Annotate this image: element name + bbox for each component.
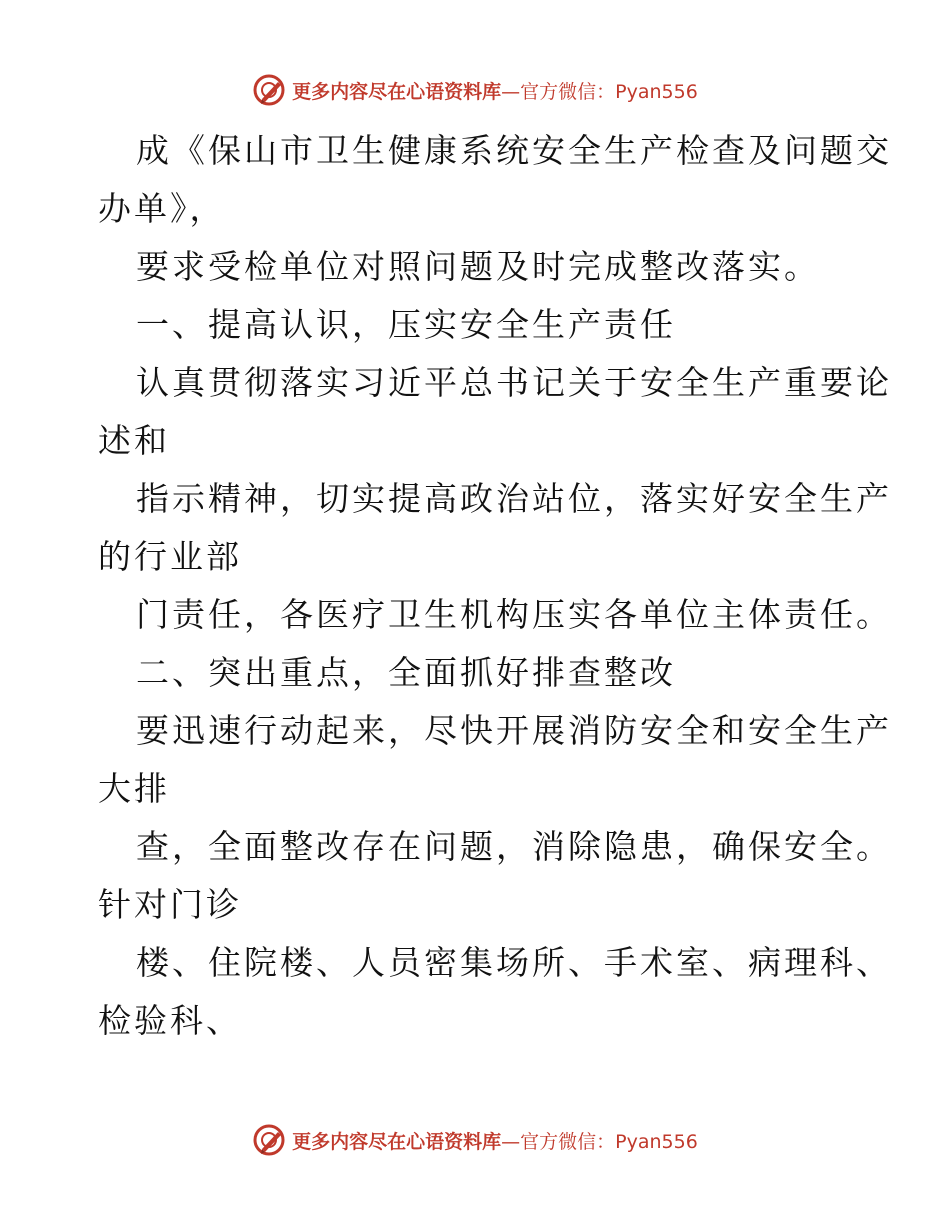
text-line-content: 楼、住院楼、人员密集场所、手术室、病理科、 <box>136 943 892 982</box>
watermark-text <box>292 1127 698 1154</box>
text-line <box>98 934 892 992</box>
logo-icon <box>252 73 286 107</box>
text-line <box>98 470 892 528</box>
text-line-content: 述和 <box>98 421 170 460</box>
logo-icon <box>252 1123 286 1157</box>
watermark-header <box>0 70 950 110</box>
text-line <box>98 122 892 180</box>
text-line <box>98 180 858 238</box>
watermark-account: 官方微信：Pyan556 <box>520 80 698 103</box>
text-line-content: 二、突出重点，全面抓好排查整改 <box>136 653 676 692</box>
watermark-separator: — <box>501 80 521 103</box>
text-line <box>98 296 858 354</box>
watermark-footer <box>0 1120 950 1160</box>
text-line-content: 门责任，各医疗卫生机构压实各单位主体责任。 <box>136 595 892 634</box>
text-line-content: 查，全面整改存在问题，消除隐患，确保安全。 <box>136 827 892 866</box>
text-line-content: 办单》， <box>98 189 226 228</box>
text-line <box>98 412 858 470</box>
text-line-content: 一、提高认识，压实安全生产责任 <box>136 305 676 344</box>
text-line <box>98 586 892 644</box>
text-line-content: 的行业部 <box>98 537 242 576</box>
text-line-content: 认真贯彻落实习近平总书记关于安全生产重要论 <box>136 363 892 402</box>
text-line <box>98 876 858 934</box>
watermark-account: 官方微信：Pyan556 <box>520 1130 698 1153</box>
watermark-separator: — <box>501 1130 521 1153</box>
text-line <box>98 760 858 818</box>
text-line-content: 针对门诊 <box>98 885 242 924</box>
watermark-text <box>292 77 698 104</box>
text-line <box>98 528 858 586</box>
watermark-brand: 更多内容尽在心语资料库 <box>292 1130 502 1153</box>
text-line <box>98 702 892 760</box>
text-line-content: 要迅速行动起来，尽快开展消防安全和安全生产 <box>136 711 892 750</box>
watermark-brand: 更多内容尽在心语资料库 <box>292 80 502 103</box>
text-line-content: 检验科、 <box>98 1001 242 1040</box>
text-line-content: 成《保山市卫生健康系统安全生产检查及问题交 <box>136 131 892 170</box>
document-body <box>98 122 892 1050</box>
text-line-content: 要求受检单位对照问题及时完成整改落实。 <box>136 247 820 286</box>
text-line <box>98 644 858 702</box>
text-line <box>98 992 858 1050</box>
text-line <box>98 818 892 876</box>
text-line <box>98 354 892 412</box>
text-line-content: 大排 <box>98 769 170 808</box>
text-line-content: 指示精神，切实提高政治站位，落实好安全生产 <box>136 479 892 518</box>
text-line <box>98 238 858 296</box>
